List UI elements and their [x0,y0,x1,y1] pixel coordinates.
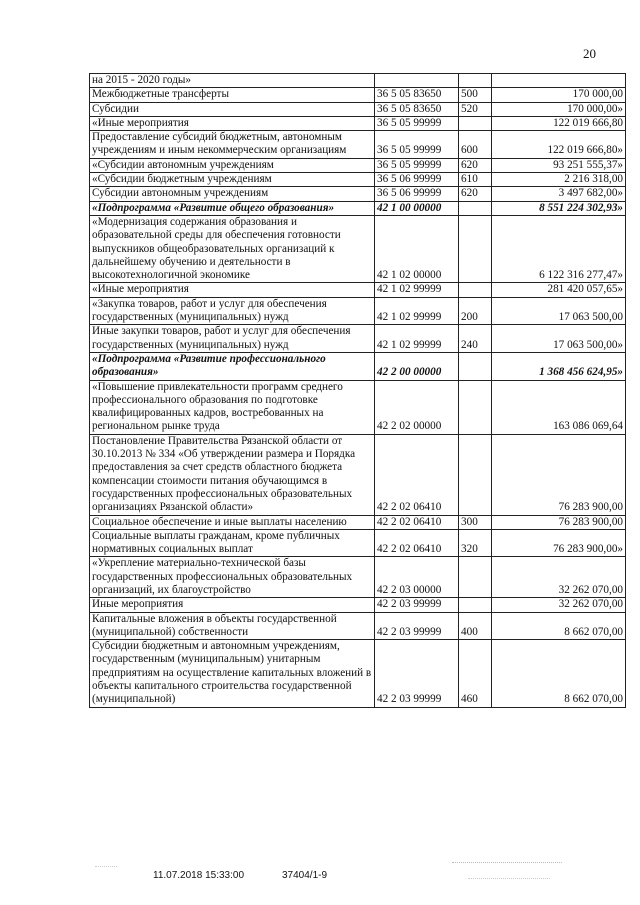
row-code [375,74,459,88]
row-code: 42 2 02 00000 [375,380,459,434]
row-code: 42 2 03 99999 [375,612,459,640]
row-expense-type: 320 [459,529,492,557]
table-row [90,380,626,434]
table-row [90,74,626,88]
row-code: 36 5 06 99999 [375,173,459,187]
table-row [90,598,626,612]
page-number: 20 [583,46,596,61]
row-code: 42 1 02 99999 [375,325,459,353]
row-expense-type: 400 [459,612,492,640]
row-amount: 6 122 316 277,47» [492,215,626,282]
row-amount: 8 551 224 302,93» [492,201,626,215]
row-amount: 3 497 682,00» [492,187,626,201]
table-row [90,102,626,116]
row-expense-type [459,434,492,515]
row-expense-type [459,201,492,215]
row-expense-type [459,283,492,297]
row-name: Субсидии бюджетным и автономным учреждениям, государственным (муниципальным) унитарным предприятиям на осуществление капитальных вложений в объекты капитального строительства государственной (муниципальной) [90,640,375,707]
table-row [90,173,626,187]
row-code: 42 1 02 99999 [375,283,459,297]
table-row [90,325,626,353]
row-name: Иные закупки товаров, работ и услуг для обеспечения государственных (муниципальных) нужд [90,325,375,353]
budget-table-body [90,74,626,708]
scan-artifact [95,866,117,877]
table-row [90,515,626,529]
row-code: 36 5 05 83650 [375,102,459,116]
row-amount: 281 420 057,65» [492,283,626,297]
row-code: 36 5 05 83650 [375,88,459,102]
row-code: 42 2 02 06410 [375,529,459,557]
row-amount: 93 251 555,37» [492,158,626,172]
row-expense-type [459,116,492,130]
row-name: Межбюджетные трансферты [90,88,375,102]
row-amount: 17 063 500,00» [492,325,626,353]
table-row [90,131,626,159]
table-row [90,88,626,102]
row-amount: 8 662 070,00 [492,612,626,640]
row-expense-type: 500 [459,88,492,102]
table-row [90,283,626,297]
row-expense-type: 200 [459,297,492,325]
row-amount: 2 216 318,00 [492,173,626,187]
row-code: 42 1 00 00000 [375,201,459,215]
row-name: Субсидии [90,102,375,116]
row-amount: 122 019 666,80» [492,131,626,159]
row-expense-type [459,352,492,380]
row-amount [492,74,626,88]
table-row [90,116,626,130]
row-expense-type [459,557,492,598]
row-code: 36 5 06 99999 [375,187,459,201]
row-amount: 32 262 070,00 [492,598,626,612]
table-row [90,201,626,215]
row-amount: 32 262 070,00 [492,557,626,598]
row-code: 36 5 05 99999 [375,158,459,172]
footer-document-number: 37404/1-9 [282,870,328,881]
row-code: 42 2 03 99999 [375,640,459,707]
row-amount: 170 000,00 [492,88,626,102]
row-name: Иные мероприятия [90,598,375,612]
table-row [90,557,626,598]
row-expense-type: 610 [459,173,492,187]
table-row [90,529,626,557]
row-name: «Повышение привлекательности программ среднего профессионального образования по подготовке квалифицированных кадров, востребованных на региональном рынке труда [90,380,375,434]
row-name: Капитальные вложения в объекты государственной (муниципальной) собственности [90,612,375,640]
row-amount: 17 063 500,00 [492,297,626,325]
row-code: 42 1 02 99999 [375,297,459,325]
row-expense-type: 600 [459,131,492,159]
row-code: 42 2 03 99999 [375,598,459,612]
table-row [90,640,626,707]
table-row [90,352,626,380]
row-code: 42 2 02 06410 [375,434,459,515]
footer-timestamp: 11.07.2018 15:33:00 [153,870,245,881]
row-name: «Подпрограмма «Развитие профессионального образования» [90,352,375,380]
row-expense-type: 240 [459,325,492,353]
row-name: «Субсидии автономным учреждениям [90,158,375,172]
row-name: «Иные мероприятия [90,116,375,130]
row-code: 42 2 03 00000 [375,557,459,598]
row-expense-type: 620 [459,158,492,172]
row-expense-type: 460 [459,640,492,707]
row-name: «Модернизация содержания образования и образовательной среды для обеспечения готовности выпускников общеобразовательных организаций к дальнейшему обучению и деятельности в высокотехнологичной экономике [90,215,375,282]
row-amount: 163 086 069,64 [492,380,626,434]
row-code: 42 2 02 06410 [375,515,459,529]
row-amount: 122 019 666,80 [492,116,626,130]
table-row [90,297,626,325]
row-name: «Иные мероприятия [90,283,375,297]
row-name: Социальное обеспечение и иные выплаты населению [90,515,375,529]
scan-artifact [468,878,550,885]
budget-table [89,73,626,708]
table-row [90,434,626,515]
table-row [90,612,626,640]
row-code: 36 5 05 99999 [375,116,459,130]
row-expense-type [459,598,492,612]
table-row [90,158,626,172]
row-amount: 76 283 900,00» [492,529,626,557]
row-amount: 1 368 456 624,95» [492,352,626,380]
table-row [90,215,626,282]
row-expense-type: 520 [459,102,492,116]
row-name: «Закупка товаров, работ и услуг для обеспечения государственных (муниципальных) нужд [90,297,375,325]
row-amount: 8 662 070,00 [492,640,626,707]
row-expense-type: 300 [459,515,492,529]
row-name: «Субсидии бюджетным учреждениям [90,173,375,187]
row-amount: 170 000,00» [492,102,626,116]
row-name: Субсидии автономным учреждениям [90,187,375,201]
scan-artifact [452,862,562,871]
row-name: «Укрепление материально-технической базы государственных профессиональных образовательных организаций, их благоустройство [90,557,375,598]
row-name: на 2015 - 2020 годы» [90,74,375,88]
row-code: 42 1 02 00000 [375,215,459,282]
row-expense-type [459,380,492,434]
row-expense-type [459,74,492,88]
row-expense-type: 620 [459,187,492,201]
row-amount: 76 283 900,00 [492,515,626,529]
table-row [90,187,626,201]
row-code: 42 2 00 00000 [375,352,459,380]
row-name: Постановление Правительства Рязанской области от 30.10.2013 № 334 «Об утверждении размера и Порядка предоставления за счет средств областного бюджета компенсации стоимости питания обучающимся в государственных профессиональных образовательных организациях Рязанской области» [90,434,375,515]
row-amount: 76 283 900,00 [492,434,626,515]
row-name: Предоставление субсидий бюджетным, автономным учреждениям и иным некоммерческим организациям [90,131,375,159]
row-expense-type [459,215,492,282]
row-name: Социальные выплаты гражданам, кроме публичных нормативных социальных выплат [90,529,375,557]
row-name: «Подпрограмма «Развитие общего образования» [90,201,375,215]
row-code: 36 5 05 99999 [375,131,459,159]
